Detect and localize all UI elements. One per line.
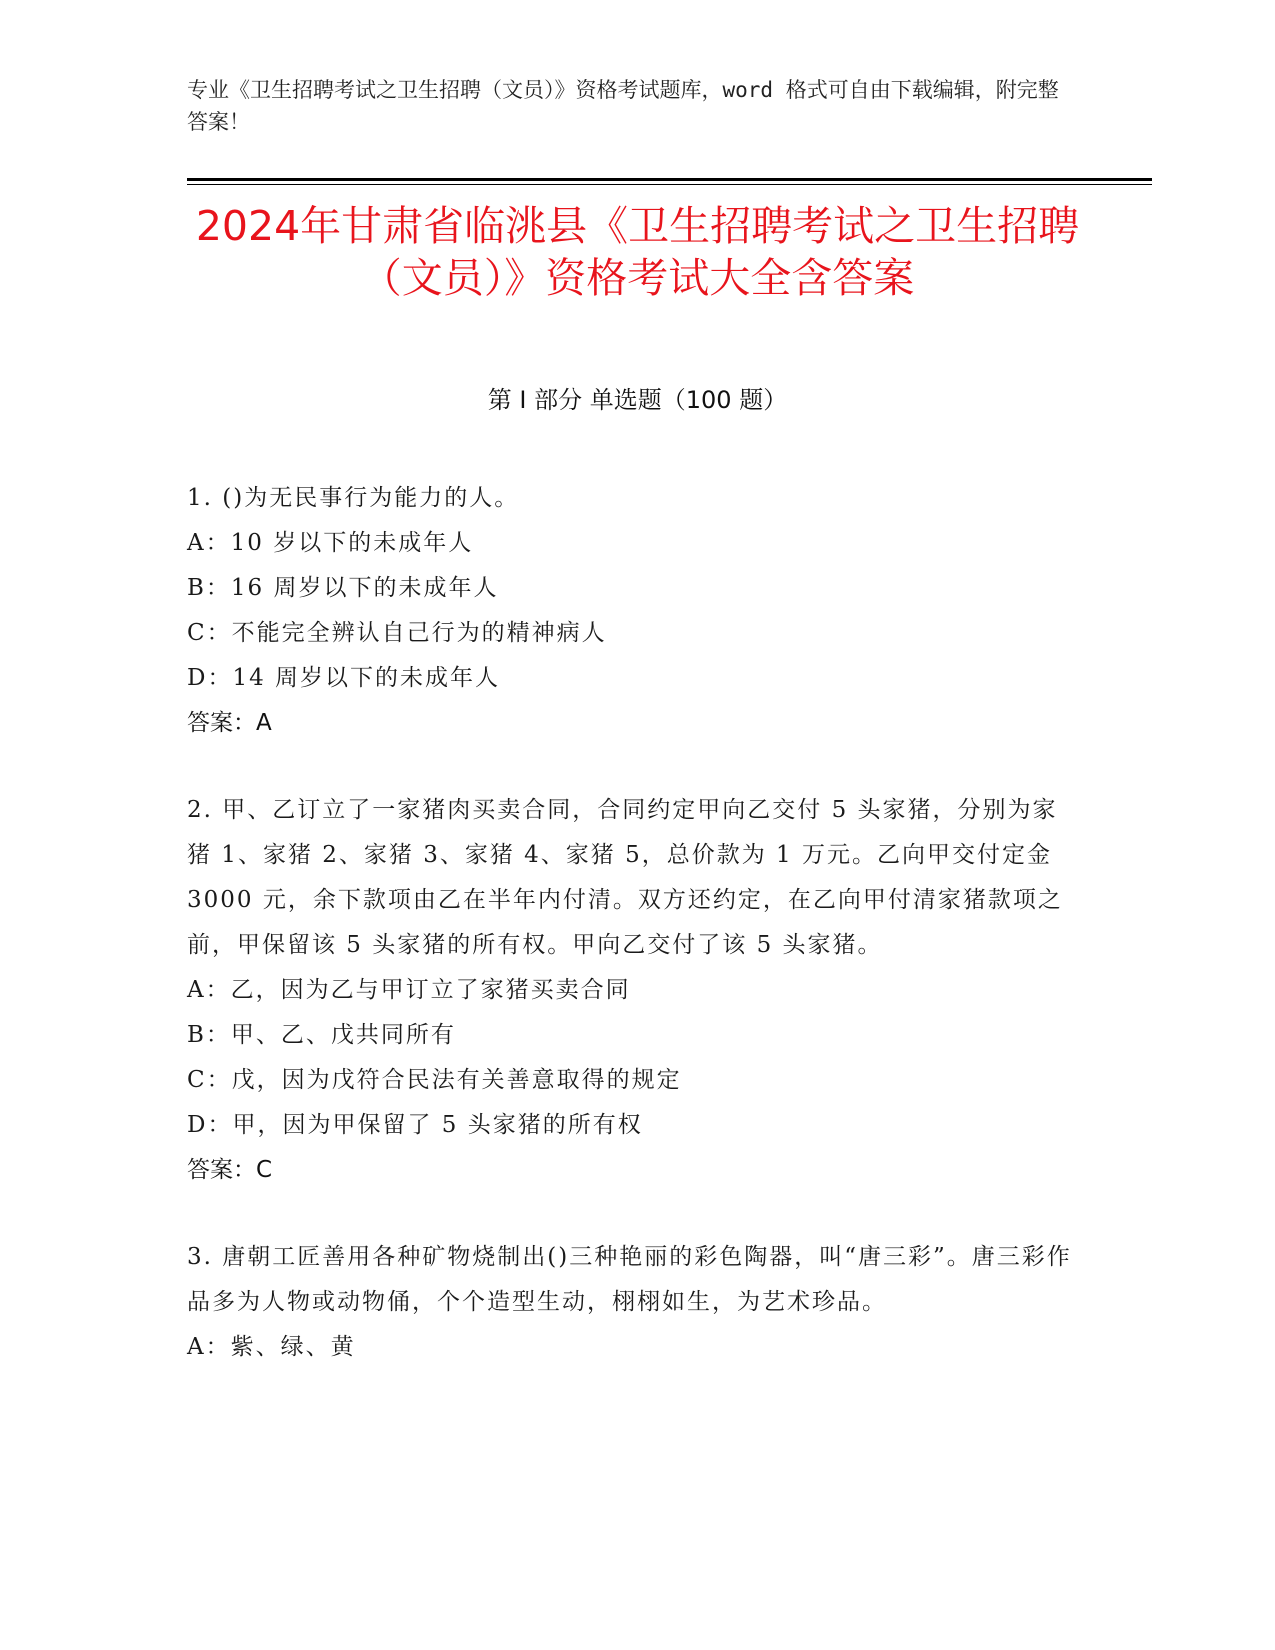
header-note: 专业《卫生招聘考试之卫生招聘（文员）》资格考试题库，word 格式可自由下载编辑，附完整答案！ — [187, 78, 1059, 134]
header-divider-thick — [187, 178, 1152, 181]
question-1 — [187, 476, 1077, 746]
option-d: D：甲，因为甲保留了 5 头家猪的所有权 — [187, 1112, 643, 1138]
option-b: B：甲、乙、戊共同所有 — [187, 1022, 456, 1048]
option-c: C：不能完全辨认自己行为的精神病人 — [187, 620, 607, 646]
header-divider-thin — [187, 184, 1152, 185]
question-2 — [187, 788, 1077, 1193]
option-a: A：乙，因为乙与甲订立了家猪买卖合同 — [187, 977, 631, 1003]
option-a: A：10 岁以下的未成年人 — [187, 530, 474, 556]
option-b: B：16 周岁以下的未成年人 — [187, 575, 499, 601]
option-c: C：戊，因为戊符合民法有关善意取得的规定 — [187, 1067, 682, 1093]
option-d: D：14 周岁以下的未成年人 — [187, 665, 501, 691]
question-text: 3. 唐朝工匠善用各种矿物烧制出()三种艳丽的彩色陶器，叫“唐三彩”。唐三彩作品多为人物或动物俑，个个造型生动，栩栩如生，为艺术珍品。 — [187, 1244, 1072, 1315]
question-text: 2. 甲、乙订立了一家猪肉买卖合同，合同约定甲向乙交付 5 头家猪，分别为家猪 1、家猪 2、家猪 3、家猪 4、家猪 5，总价款为 1 万元。乙向甲交付定金 3000 元，余下款项由乙在半年内付清。双方还约定，在乙向甲付清家猪款项之前，甲保留该 5 头家猪的所有权。甲向乙交付了该 5 头家猪。 — [187, 797, 1063, 958]
option-a: A：紫、绿、黄 — [187, 1334, 356, 1360]
answer: 答案：A — [187, 710, 272, 736]
document-title: 2024年甘肃省临洮县《卫生招聘考试之卫生招聘（文员）》资格考试大全含答案 — [195, 202, 1080, 302]
question-3 — [187, 1235, 1077, 1370]
question-list — [187, 476, 1077, 1412]
answer: 答案：C — [187, 1157, 273, 1183]
question-text: 1. ()为无民事行为能力的人。 — [187, 485, 520, 511]
section-title: 第 I 部分 单选题（100 题） — [487, 386, 788, 414]
